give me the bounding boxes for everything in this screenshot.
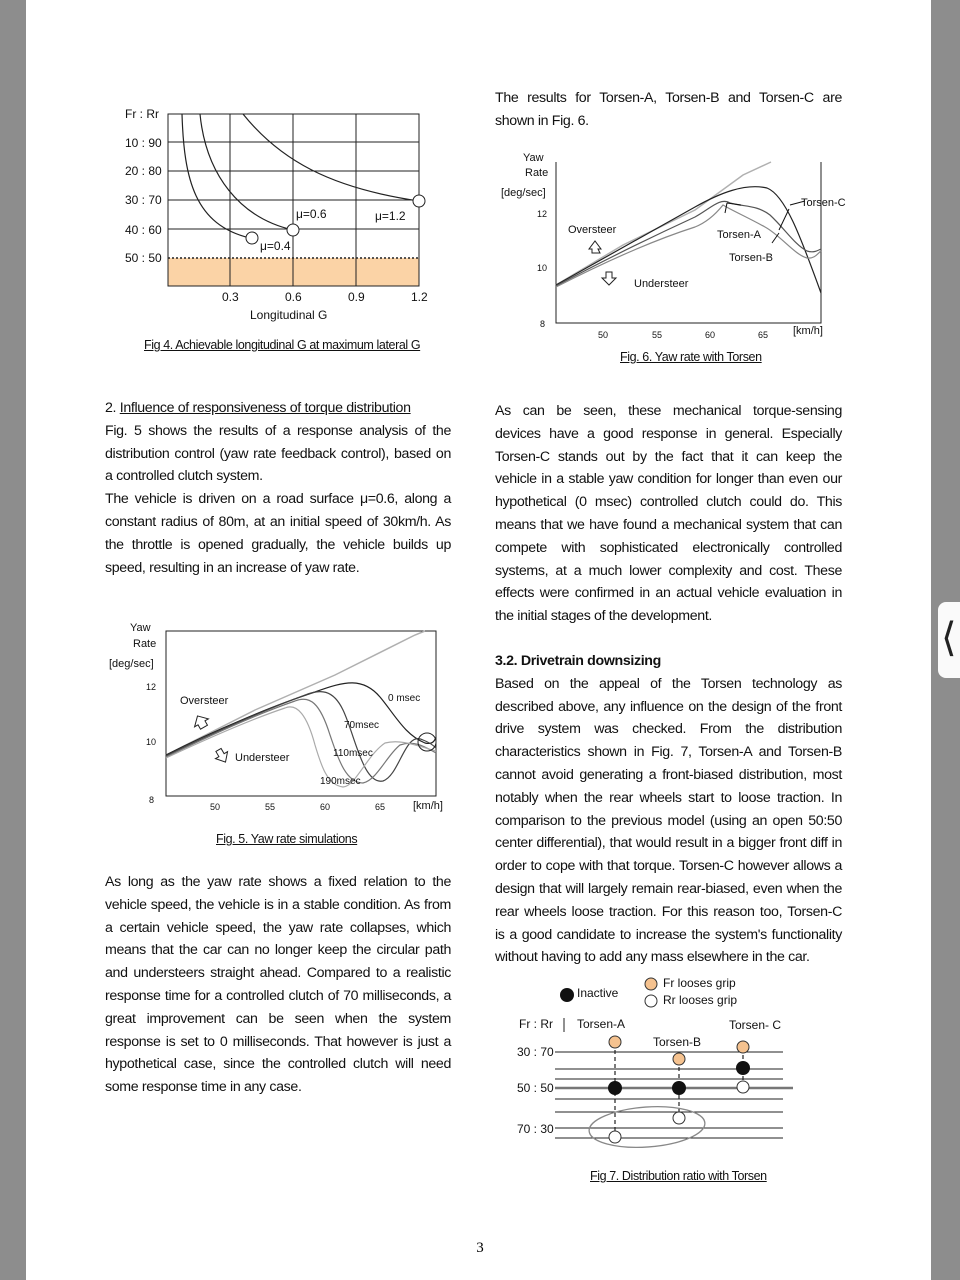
fig6-ytick: 10: [537, 263, 548, 273]
legend-fr-marker: [645, 978, 657, 990]
torsen-c-rr-marker: [737, 1081, 749, 1093]
fig5-series-label: 70msec: [344, 720, 380, 731]
fig6-series-label: Torsen-A: [717, 229, 762, 241]
fig6-understeer-arrow-icon: [602, 272, 616, 285]
fig6-oversteer-label: Oversteer: [568, 224, 617, 236]
fig6-xtick: 60: [705, 330, 716, 340]
fig5-xtick: 50: [210, 802, 221, 812]
fig6-ylabel: Yaw: [523, 152, 544, 164]
fig5-ytick: 10: [146, 737, 157, 747]
torsen-c-fr-marker: [737, 1041, 749, 1053]
fig6-understeer-label: Understeer: [634, 278, 689, 290]
torsen-a-rr-marker: [609, 1131, 621, 1143]
fig4-curve-mu06: [200, 114, 293, 230]
fig6-ytick: 8: [540, 319, 546, 329]
fig4-curve-mu12: [243, 114, 419, 201]
fig6-intro: The results for Torsen-A, Torsen-B and Torsen-C are shown in Fig. 6.: [495, 90, 842, 129]
fig4-ylabel: Fr : Rr: [125, 107, 159, 121]
fig5-understeer-arrow-icon: [212, 746, 231, 765]
fig7-column-label: Torsen- C: [729, 1018, 782, 1032]
fig5-curve-110msec: [166, 699, 436, 783]
torsen-c-inactive-marker: [736, 1061, 750, 1075]
fig4-xtick: 1.2: [411, 290, 428, 304]
legend-rr-label: Rr looses grip: [663, 993, 738, 1007]
fig5-oversteer-label: Oversteer: [180, 695, 229, 707]
fig5-series-label: 0 msec: [388, 693, 421, 704]
chevron-left-icon: ⟨: [941, 615, 957, 661]
fig4-ytick: 20 : 80: [125, 164, 162, 178]
fig4-xtick: 0.9: [348, 290, 365, 304]
fig6-xunit: [km/h]: [793, 325, 823, 337]
fig4-ytick: 10 : 90: [125, 136, 162, 150]
fig4-xtick: 0.6: [285, 290, 302, 304]
side-tab-button[interactable]: [938, 602, 960, 678]
fig5-ytick: 12: [146, 682, 157, 692]
section32-heading: 3.2. Drivetrain downsizing: [495, 652, 661, 669]
fig5-xtick: 65: [375, 802, 386, 812]
fig7-highlight-ellipse: [588, 1103, 707, 1151]
right-column-text: As can be seen, these mechanical torque-sensing devices have a good response in general. Especially Torsen-C stands out by the fact that it can keep the vehicle in a stable yaw condition for longer than even our hypothetical (0 msec) controlled clutch could do. This means that we have found a mechanical system that can compete with sophisticated electronically controlled systems, at a much lower complexity and cost. These effects were confirmed in an actual vehicle evaluation in the initial stages of the development. 3.2. Drivetrain downsizing Based on the appeal of the Torsen technology as described above, any influence on the design of the front drive system was checked. From the distribution characteristics shown in Fig. 7, Torsen-A and Torsen-B cannot avoid generating a front-biased distribution, most notably when the rear wheels start to loose traction. In comparison to the previous model (using an open 50:50 center differential), that would result in a bigger front diff in order to cope with that torque. Torsen-C however allows a design that will largely remain rear-biased, even when the rear wheels loose traction. For this reason too, Torsen-C is a good candidate to increase the system's functionality without having to add any mass elsewhere in the car.: [495, 403, 842, 966]
fig4-point-mu12: [413, 195, 425, 207]
fig5-chart: [105, 615, 455, 820]
fig5-xtick: 55: [265, 802, 276, 812]
fig5-xtick: 60: [320, 802, 331, 812]
page-number: 3: [476, 1240, 484, 1256]
fig4-label-mu06: μ=0.6: [296, 207, 327, 221]
fig6-ylabel: Rate: [525, 167, 549, 179]
section2-text: 2. Influence of responsiveness of torque distribution Fig. 5 shows the results of a response analysis of the distribution control (yaw rate feedback control), based on a controlled clutch system. The vehicle is driven on a road surface μ=0.6, along a constant radius of 80m, at an initial speed of 30km/h. As the throttle is opened gradually, the vehicle builds up speed, resulting in an increase of yaw rate.: [105, 397, 451, 579]
torsen-a-inactive-marker: [608, 1081, 622, 1095]
fig4-point-mu06: [287, 224, 299, 236]
fig6-series-label: Torsen-C: [801, 197, 846, 209]
section2-heading: 2. Influence of responsiveness of torque distribution: [105, 400, 411, 416]
fig4-point-mu04: [246, 232, 258, 244]
fig6-chart: [495, 145, 855, 345]
legend-rr-marker: [645, 995, 657, 1007]
fig5-series-label: 190msec: [320, 776, 361, 787]
fig6-xtick: 65: [758, 330, 769, 340]
fig5-ytick: 8: [149, 795, 155, 805]
fig5-oversteer-arrow-icon: [191, 712, 211, 731]
fig5-caption: Fig. 5. Yaw rate simulations: [216, 832, 358, 846]
fig6-ytick: 12: [537, 209, 548, 219]
fig7-row-label: 70 : 30: [517, 1122, 554, 1136]
fig7-diagram: [505, 970, 805, 1155]
fig7-row-label: 50 : 50: [517, 1081, 554, 1095]
fig4-curve-mu04: [182, 114, 250, 238]
fig4-ytick: 30 : 70: [125, 193, 162, 207]
legend-inactive-label: Inactive: [577, 986, 619, 1000]
fig6-xtick: 50: [598, 330, 609, 340]
fig6-ylabel: [deg/sec]: [501, 187, 546, 199]
fig5-ylabel: [deg/sec]: [109, 658, 154, 670]
fig5-ylabel: Yaw: [130, 622, 151, 634]
legend-fr-label: Fr looses grip: [663, 976, 736, 990]
fig4-ytick: 50 : 50: [125, 251, 162, 265]
fig5-ylabel: Rate: [133, 638, 157, 650]
fig4-xtick: 0.3: [222, 290, 239, 304]
fig5-understeer-label: Understeer: [235, 752, 290, 764]
fig5-xunit: [km/h]: [413, 800, 443, 812]
fig4-ytick: 40 : 60: [125, 223, 162, 237]
fig7-ylabel: Fr : Rr: [519, 1017, 553, 1031]
fig4-label-mu04: μ=0.4: [260, 239, 291, 253]
fig4-xlabel: Longitudinal G: [250, 308, 328, 322]
fig4-label-mu12: μ=1.2: [375, 209, 406, 223]
legend-inactive-marker: [560, 988, 574, 1002]
fig5-series-label: 110msec: [333, 748, 373, 759]
torsen-a-fr-marker: [609, 1036, 621, 1048]
fig7-row-label: 30 : 70: [517, 1045, 554, 1059]
fig4-chart: [100, 100, 460, 340]
fig7-column-label: Torsen-B: [653, 1035, 702, 1049]
fig4-caption: Fig 4. Achievable longitudinal G at maximum lateral G: [144, 338, 421, 352]
torsen-b-fr-marker: [673, 1053, 685, 1065]
fig7-caption: Fig 7. Distribution ratio with Torsen: [590, 1169, 767, 1183]
fig6-series-label: Torsen-B: [729, 252, 774, 264]
fig6-caption: Fig. 6. Yaw rate with Torsen: [620, 350, 762, 364]
fig7-column-label: Torsen-A: [577, 1017, 626, 1031]
torsen-b-rr-marker: [673, 1112, 685, 1124]
fig6-oversteer-arrow-icon: [589, 241, 601, 253]
torsen-b-inactive-marker: [672, 1081, 686, 1095]
section2-discussion: As long as the yaw rate shows a fixed relation to the vehicle speed, the vehicle is in a stable condition. As from a certain vehicle speed, the yaw rate collapses, which means that the car can no longer keep the circular path and understeers straight ahead. Compared to a realistic response time for a controlled clutch of 70 milliseconds, a great improvement can be seen when the system response is set to 0 milliseconds. That however is just a hypothetical case, since the controlled clutch will need some response time in any case.: [105, 874, 451, 1096]
fig6-xtick: 55: [652, 330, 663, 340]
